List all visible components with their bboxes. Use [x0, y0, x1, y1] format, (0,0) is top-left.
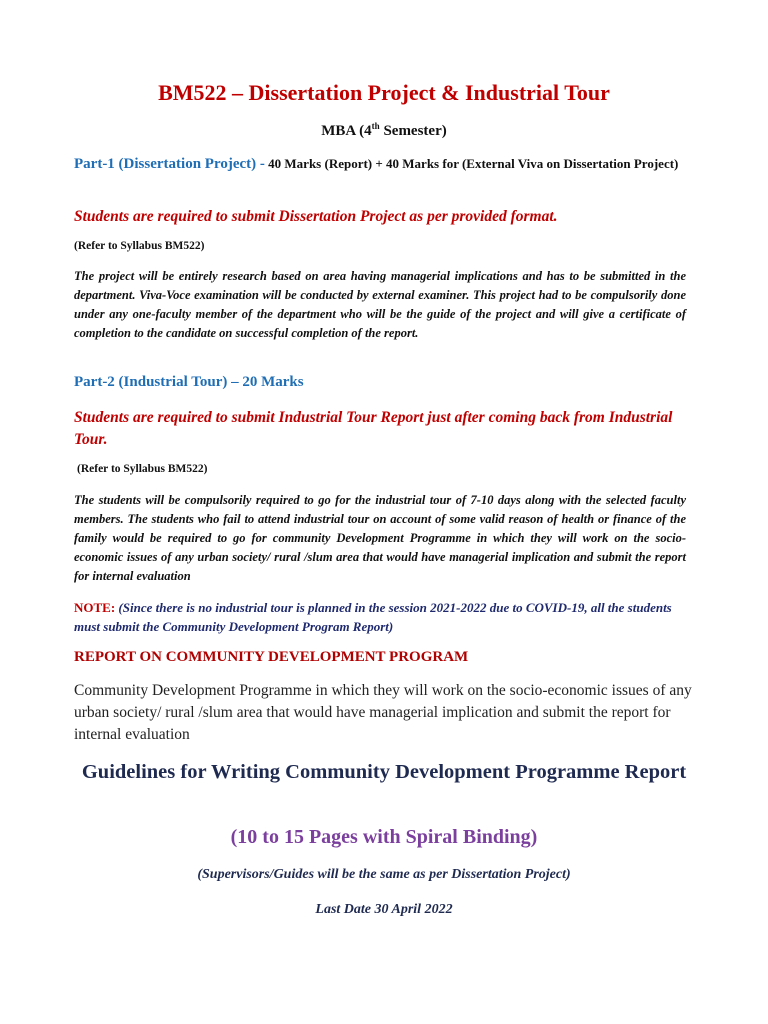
supervisors-note: (Supervisors/Guides will be the same as per Dissertation Project) [197, 867, 571, 882]
instruction-industrial-tour: Students are required to submit Industrial Tour Report just after coming back from Industrial Tour. [74, 409, 673, 448]
industrial-tour-paragraph: The students will be compulsorily required to go for the industrial tour of 7-10 days along with the selected faculty members. The students who fail to attend industrial tour on account of some valid reason of health or finance of the family would be required to go for community Development Programme in which they will work on the socio-economic issues of any urban society/ rural /slum area that would have managerial implication and submit the report for internal evaluation [74, 493, 686, 583]
part2-heading: Part-2 (Industrial Tour) – 20 Marks [74, 374, 304, 390]
note-text: (Since there is no industrial tour is planned in the session 2021-2022 due to COVID-19, all the students must submit the Community Development Program Report) [74, 600, 672, 634]
part1-line [74, 154, 694, 174]
cdp-heading: REPORT ON COMMUNITY DEVELOPMENT PROGRAM [74, 649, 469, 665]
part1-marks: 40 Marks (Report) + 40 Marks for (External Viva on Dissertation Project) [264, 156, 679, 171]
refer-syllabus-1: (Refer to Syllabus BM522) [74, 240, 205, 252]
note-label: NOTE: [74, 600, 116, 615]
pages-binding-note: (10 to 15 Pages with Spiral Binding) [230, 826, 538, 848]
refer-syllabus-2: (Refer to Syllabus BM522) [77, 463, 208, 475]
part1-heading: Part-1 (Dissertation Project) - [74, 156, 265, 172]
subtitle-suffix: Semester) [379, 123, 447, 139]
covid-note [74, 598, 698, 636]
dissertation-paragraph: The project will be entirely research based on area having managerial implications and has to be submitted in the department. Viva-Voce examination will be conducted by external examiner. This project had to be compulsorily done under any one-faculty member of the department who will be the guide of the project and will give a certificate of completion to the candidate on successful completion of the report. [74, 269, 686, 340]
semester-subtitle [0, 121, 768, 140]
last-date: Last Date 30 April 2022 [315, 902, 453, 917]
instruction-dissertation: Students are required to submit Dissertation Project as per provided format. [74, 208, 558, 225]
subtitle-sup: th [371, 121, 380, 131]
page-title: BM522 – Dissertation Project & Industrial Tour [158, 80, 610, 105]
subtitle-prefix: MBA (4 [321, 123, 372, 139]
guidelines-title: Guidelines for Writing Community Development Programme Report [81, 761, 687, 783]
cdp-description: Community Development Programme in which they will work on the socio-economic issues of any urban society/ rural /slum area that would have managerial implication and submit the report for internal evaluation [74, 682, 692, 743]
